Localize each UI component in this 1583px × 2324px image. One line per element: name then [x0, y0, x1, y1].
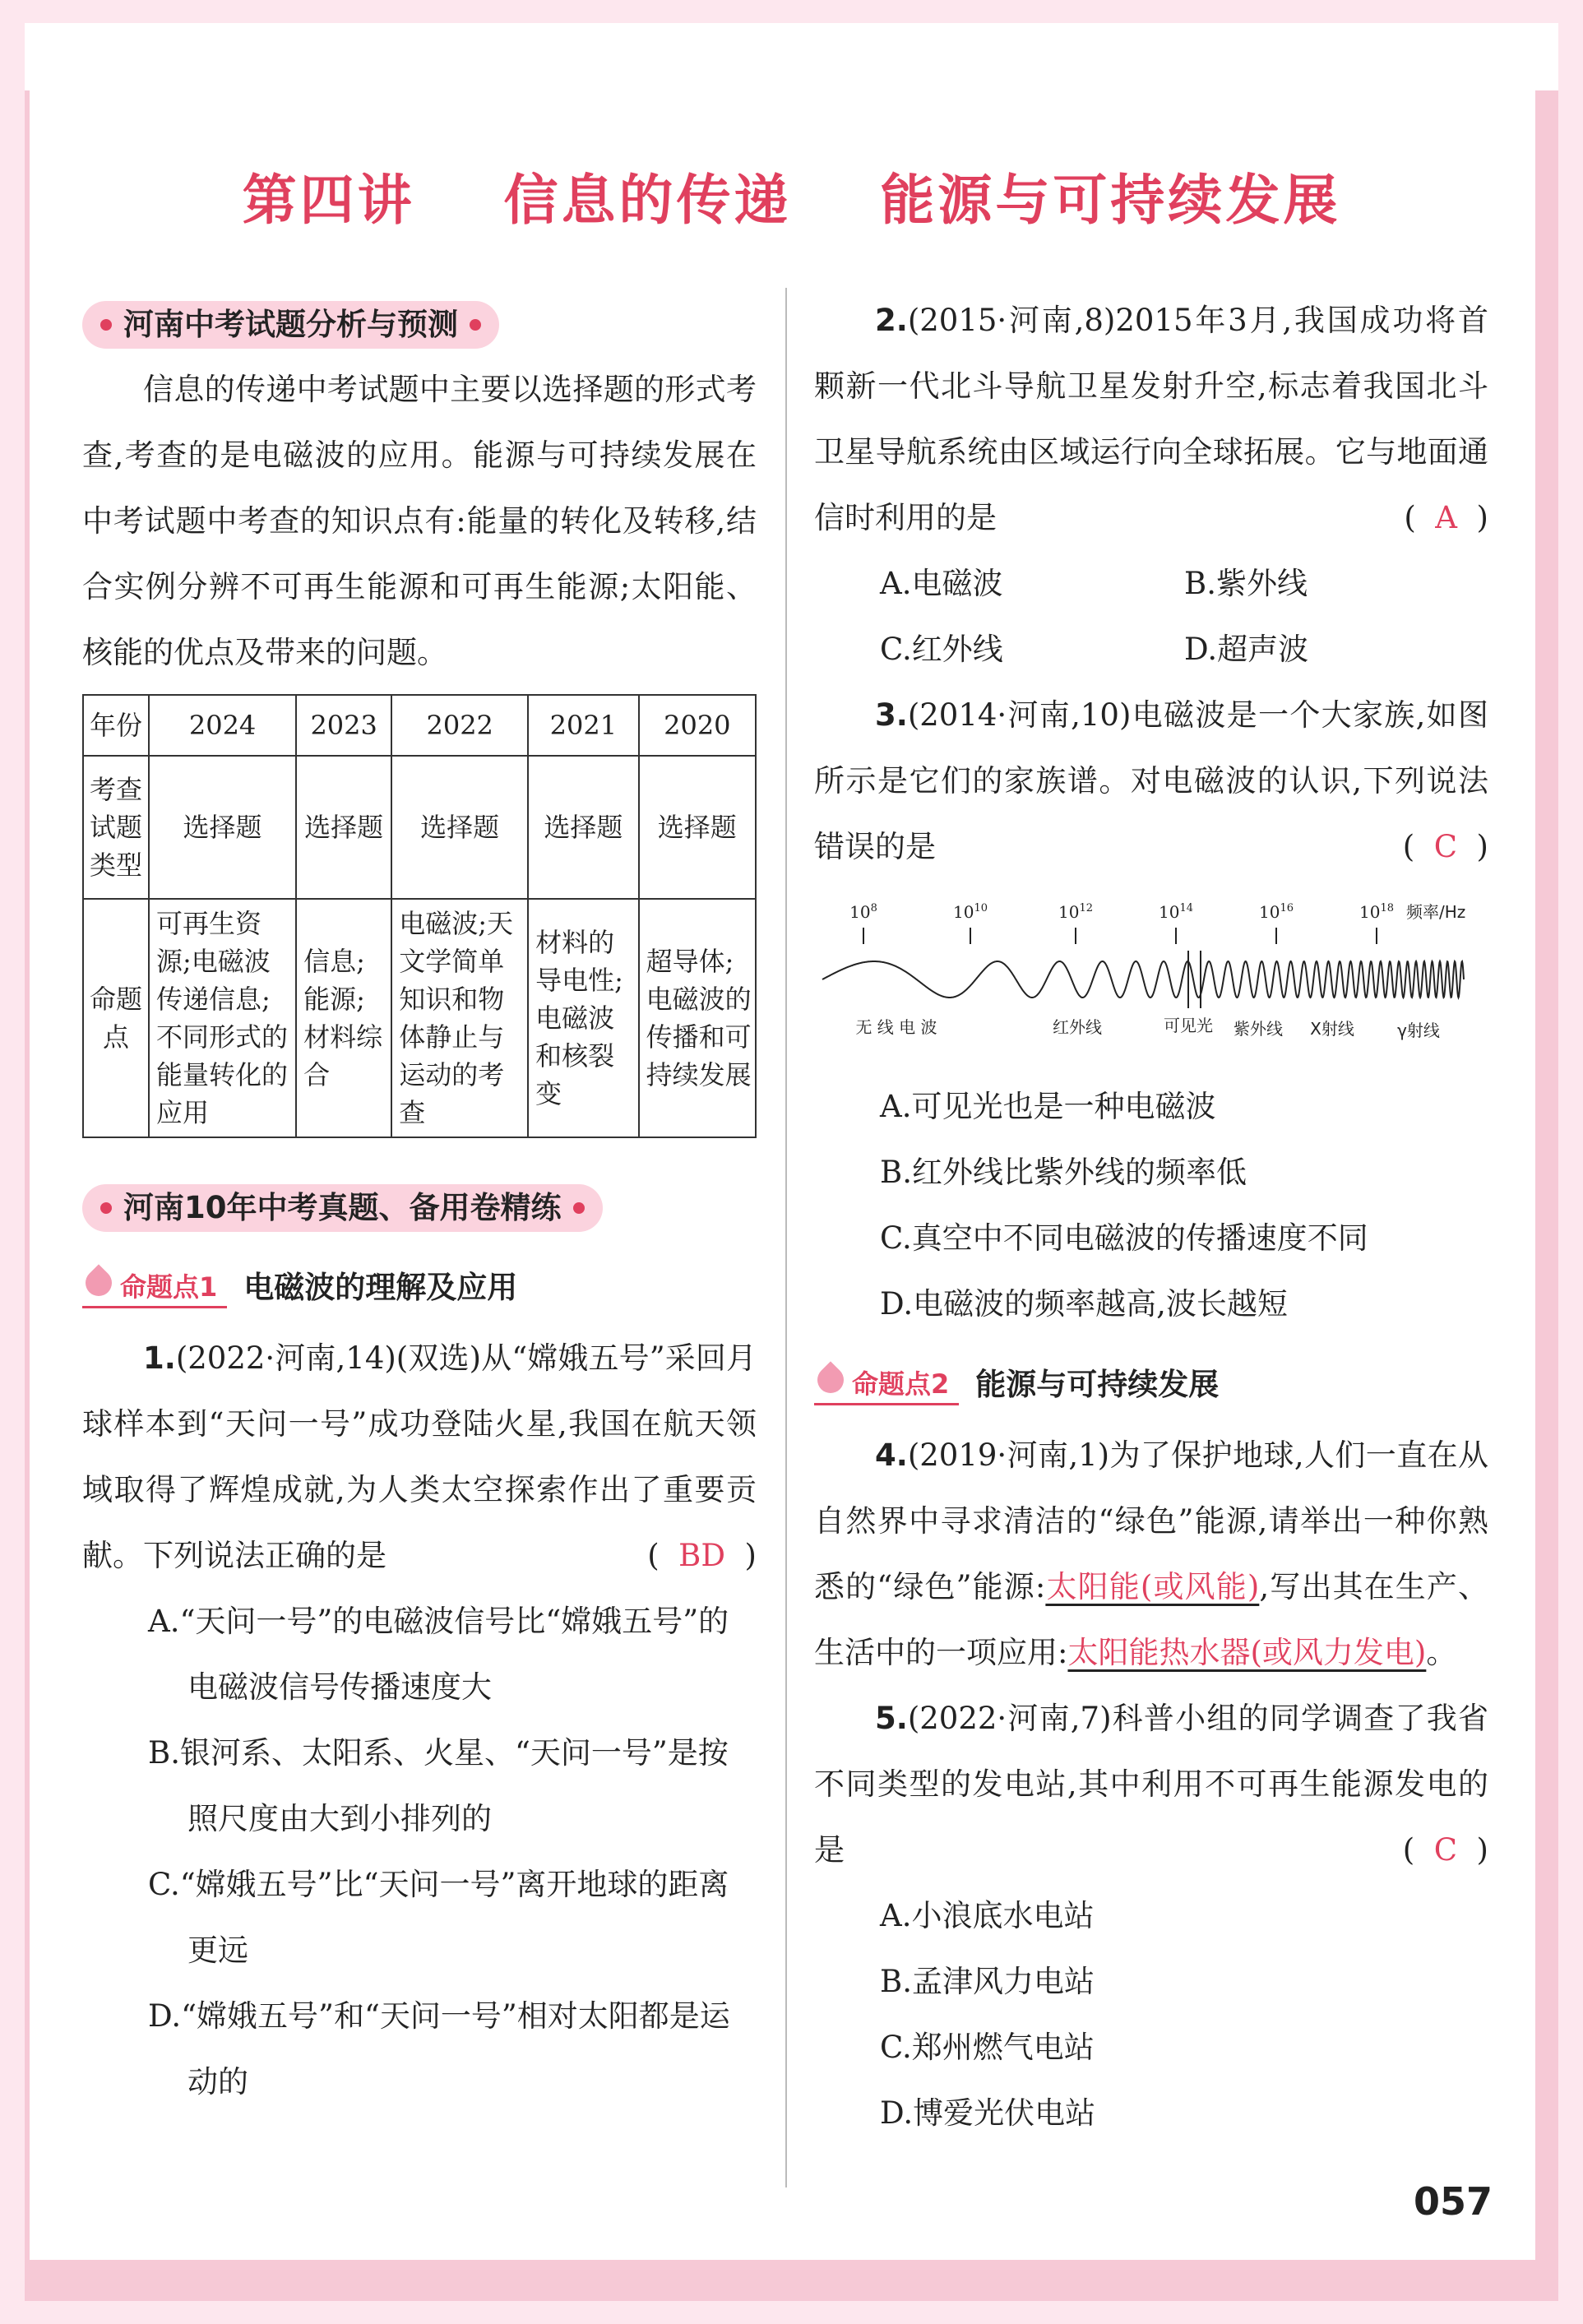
table-cell-year: 2023 [296, 695, 391, 756]
q1-text: (2022·河南,14)(双选)从“嫦娥五号”采回月球样本到“天问一号”成功登陆火星,我国在航天领域取得了辉煌成就,为人类太空探索作出了重要贡献。下列说法正确的是 [82, 1340, 757, 1573]
q2-text: (2015·河南,8)2015年3月,我国成功将首颗新一代北斗导航卫星发射升空,标志着我国北斗卫星导航系统由区域运行向全球拓展。它与地面通信时利用的是 [814, 303, 1488, 535]
table-cell-year: 2024 [149, 695, 296, 756]
band-label: 可见光 [1164, 1016, 1213, 1035]
q5-option: A.小浪底水电站 [880, 1898, 1095, 1933]
q5-answer-box: ( C ) [1402, 1832, 1488, 1868]
q2-answer: A [1435, 500, 1458, 535]
q2-option: B.紫外线 [1184, 566, 1308, 601]
q4-end: 。 [1426, 1635, 1457, 1670]
tick-label: $10^{12}$ [1058, 902, 1093, 922]
question-5 [814, 1686, 1488, 1883]
q3-number: 3. [875, 697, 908, 733]
bullet-dot-icon [470, 319, 481, 331]
q2-number: 2. [875, 303, 908, 338]
table-cell-year: 2020 [639, 695, 756, 756]
q4-text: (2019·河南,1)为了保护地球,人们一直在从自然界中寻求清洁的“绿色”能源,请举出一种你熟悉的“绿色”能源: [814, 1437, 1488, 1604]
q1-answer: BD [678, 1538, 726, 1573]
right-margin-bar [1535, 90, 1558, 2262]
table-cell-type: 选择题 [639, 756, 756, 899]
page-title [0, 156, 1583, 234]
section-heading-practice [82, 1184, 603, 1232]
left-column [82, 288, 757, 2115]
table-row-topic [83, 899, 756, 1137]
question-2 [814, 288, 1488, 551]
q1-option: D.“嫦娥五号”和“天问一号”相对太阳都是运动的 [148, 1998, 730, 2099]
bullet-dot-icon [100, 319, 112, 331]
left-margin-bar [25, 90, 30, 2262]
section-heading-analysis [82, 301, 499, 349]
table-row-year [83, 695, 756, 756]
q5-text: (2022·河南,7)科普小组的同学调查了我省不同类型的发电站,其中利用不可再生能源发电的是 [814, 1701, 1488, 1868]
q5-option: C.郑州燃气电站 [880, 2030, 1095, 2065]
q3-answer-box: ( C ) [1402, 829, 1488, 864]
key-point-badge [814, 1365, 959, 1405]
q4-number: 4. [875, 1437, 908, 1473]
q1-answer-box: ( BD ) [647, 1538, 757, 1573]
q2-answer-box: ( A ) [1404, 500, 1488, 535]
q3-option: A.可见光也是一种电磁波 [880, 1089, 1216, 1124]
table-cell-year: 2022 [391, 695, 528, 756]
title-part1: 第四讲 [242, 169, 415, 232]
q1-option: A.“天问一号”的电磁波信号比“嫦娥五号”的电磁波信号传播速度大 [148, 1604, 729, 1705]
bottom-band [25, 2260, 1558, 2301]
q3-option: C.真空中不同电磁波的传播速度不同 [880, 1220, 1368, 1256]
tick-label: $10^{18}$ [1359, 902, 1394, 922]
table-cell-type: 选择题 [296, 756, 391, 899]
q2-options-row [814, 551, 1488, 617]
kp2-title: 能源与可持续发展 [975, 1367, 1220, 1402]
analysis-paragraph: 信息的传递中考试题中主要以选择题的形式考查,考查的是电磁波的应用。能源与可持续发展在中考试题中考查的知识点有:能量的转化及转移,结合实例分辨不可再生能源和可再生能源;太阳能、核能的优点及带来的问题。 [82, 372, 757, 670]
q3-option: D.电磁波的频率越高,波长越短 [880, 1286, 1288, 1322]
axis-label: 频率/Hz [1406, 902, 1466, 922]
column-divider [785, 288, 787, 2187]
q4-blank-1[interactable]: 太阳能(或风能) [1045, 1569, 1260, 1604]
q3-text: (2014·河南,10)电磁波是一个大家族,如图所示是它们的家族谱。对电磁波的认识,下列说法错误的是 [814, 697, 1488, 864]
q5-answer: C [1433, 1832, 1458, 1868]
q2-option: A.电磁波 [880, 566, 1003, 601]
question-4 [814, 1423, 1488, 1686]
kp2-badge-text: 命题点2 [852, 1368, 950, 1400]
title-part2: 信息的传递 [503, 169, 792, 232]
band-label: X射线 [1310, 1019, 1354, 1039]
q1-option: C.“嫦娥五号”比“天问一号”离开地球的距离更远 [148, 1867, 729, 1968]
q2-options-row [814, 617, 1488, 683]
table-cell-topic: 材料的导电性;电磁波和核裂变 [528, 899, 638, 1137]
key-point-1 [82, 1255, 757, 1321]
tick-label: $10^{14}$ [1159, 902, 1193, 922]
table-header-type: 考查试题类型 [83, 756, 149, 899]
q5-option: D.博爱光伏电站 [880, 2095, 1096, 2131]
key-point-badge [82, 1268, 227, 1308]
q3-option: B.红外线比紫外线的频率低 [880, 1155, 1247, 1190]
table-cell-year: 2021 [528, 695, 638, 756]
q5-option: B.孟津风力电站 [880, 1964, 1095, 1999]
bullet-dot-icon [573, 1202, 585, 1214]
wave-curve [822, 961, 1464, 998]
band-label: 无 线 电 波 [855, 1017, 937, 1037]
drop-icon [812, 1361, 849, 1398]
question-1 [82, 1326, 757, 1589]
tick-label: $10^{10}$ [953, 902, 988, 922]
key-point-2 [814, 1352, 1488, 1418]
exam-table [82, 694, 757, 1138]
table-cell-topic: 可再生资源;电磁波传递信息;不同形式的能量转化的应用 [149, 899, 296, 1137]
kp1-badge-text: 命题点1 [120, 1271, 218, 1303]
table-cell-topic: 电磁波;天文学简单知识和物体静止与运动的考查 [391, 899, 528, 1137]
right-column [814, 288, 1488, 2146]
section2-heading: 河南10年中考真题、备用卷精练 [123, 1190, 562, 1225]
title-part3: 能源与可持续发展 [880, 169, 1341, 232]
bullet-dot-icon [100, 1202, 112, 1214]
table-header-year: 年份 [83, 695, 149, 756]
q1-option: B.银河系、太阳系、火星、“天问一号”是按照尺度由大到小排列的 [148, 1735, 729, 1836]
drop-icon [80, 1264, 117, 1301]
q3-answer: C [1433, 829, 1458, 864]
band-label: γ射线 [1397, 1021, 1440, 1040]
q2-option: C.红外线 [880, 632, 1003, 667]
table-header-topic: 命题点 [83, 899, 149, 1137]
tick-label: $10^8$ [849, 902, 877, 922]
table-row-type [83, 756, 756, 899]
table-cell-topic: 超导体;电磁波的传播和可持续发展 [639, 899, 756, 1137]
table-cell-topic: 信息;能源;材料综合 [296, 899, 391, 1137]
kp1-title: 电磁波的理解及应用 [243, 1270, 518, 1305]
q1-number: 1. [143, 1340, 176, 1376]
q4-mid: ,写出其在生产、生活中的一项应用: [814, 1569, 1489, 1670]
q2-option: D.超声波 [1184, 632, 1309, 667]
q5-number: 5. [875, 1701, 908, 1736]
band-label: 红外线 [1053, 1017, 1102, 1037]
table-cell-type: 选择题 [149, 756, 296, 899]
section1-heading: 河南中考试题分析与预测 [123, 307, 458, 342]
tick-label: $10^{16}$ [1259, 902, 1294, 922]
table-cell-type: 选择题 [528, 756, 638, 899]
question-3 [814, 683, 1488, 880]
table-cell-type: 选择题 [391, 756, 528, 899]
em-spectrum-diagram [814, 893, 1488, 1058]
page-number: 057 [1413, 2179, 1493, 2224]
q4-blank-2[interactable]: 太阳能热水器(或风力发电) [1067, 1635, 1427, 1670]
band-label: 紫外线 [1234, 1019, 1283, 1039]
